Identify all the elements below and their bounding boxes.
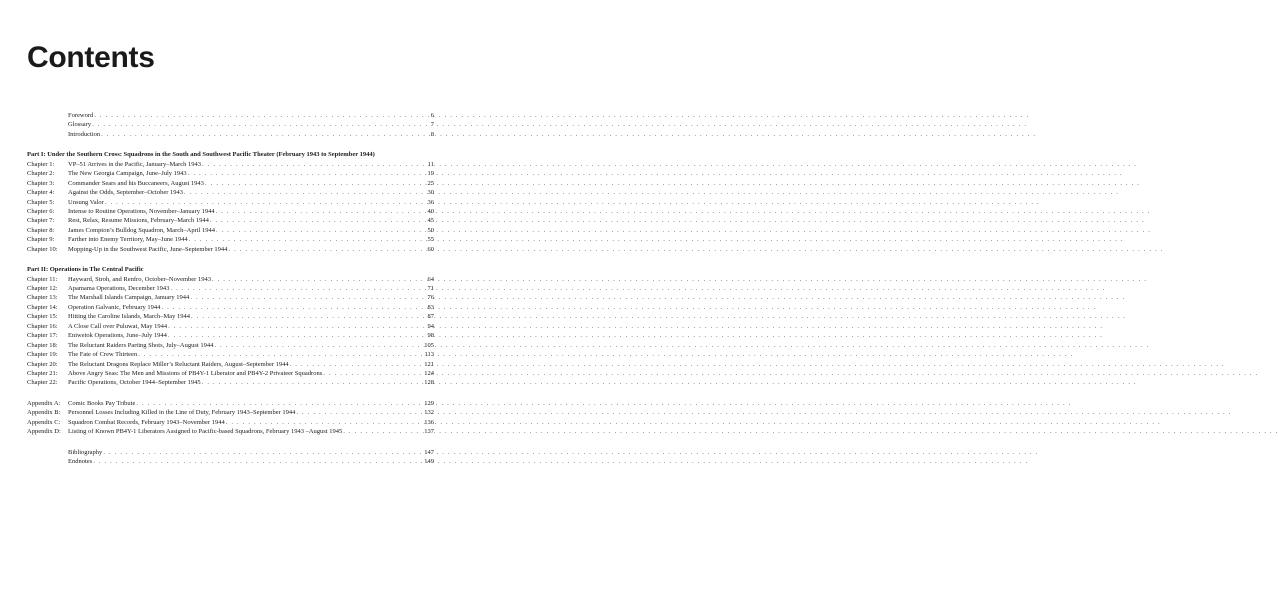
chapter-entry	[27, 179, 434, 188]
appendix-entry-title: Squadron Combat Records, February 1943–November 1944	[68, 418, 225, 426]
dot-leader	[202, 378, 424, 387]
appendix-entry-label: Appendix A:	[27, 399, 61, 407]
dot-leader	[168, 322, 426, 331]
dot-leader	[210, 216, 427, 225]
dot-leader	[103, 448, 423, 457]
chapter-entry-title: Against the Odds, September–October 1943	[68, 189, 183, 197]
front-matter-entry-title: Introduction	[68, 130, 101, 138]
page-title: Contents	[27, 41, 155, 74]
chapter-entry-label: Chapter 18:	[27, 341, 58, 349]
page-number: 8	[430, 130, 434, 138]
chapter-entry	[27, 207, 434, 216]
appendix-entry	[27, 427, 434, 436]
chapter-entry	[27, 245, 434, 254]
dot-leader	[228, 245, 426, 254]
chapter-entry-title: Apamama Operations, December 1943	[68, 285, 170, 292]
dot-leader	[226, 418, 424, 427]
page-number: 71	[427, 285, 434, 292]
back-matter-entry	[27, 448, 434, 457]
dot-leader	[214, 341, 423, 350]
dot-leader	[161, 303, 426, 312]
page-number: 19	[427, 170, 434, 178]
chapter-entry-title: James Compton’s Bulldog Squadron, March–April 1944	[68, 226, 215, 234]
chapter-entry-label: Chapter 17:	[27, 332, 58, 340]
page-number: 50	[427, 226, 434, 234]
dot-leader	[202, 160, 427, 169]
chapter-entry-title: Pacific Operations, October 1944–September 1945	[68, 379, 201, 387]
page-number: 64	[427, 275, 434, 283]
chapter-entry-label: Chapter 4:	[27, 189, 55, 197]
part1-chapter-list	[27, 160, 434, 254]
dot-leader	[170, 284, 426, 293]
chapter-entry	[27, 331, 434, 340]
chapter-entry	[27, 341, 434, 350]
dot-leader	[296, 408, 423, 417]
chapter-entry-label: Chapter 11:	[27, 275, 58, 283]
front-matter-entry-title: Glossary	[68, 121, 92, 129]
page-number: 83	[427, 303, 434, 311]
dot-leader	[92, 120, 430, 129]
page-number: 149	[424, 458, 434, 465]
chapter-entry	[27, 235, 434, 244]
chapter-entry	[27, 275, 434, 284]
chapter-entry	[27, 188, 434, 197]
chapter-entry-label: Chapter 10:	[27, 245, 58, 253]
chapter-entry	[27, 322, 434, 331]
part-heading: Part I: Under the Southern Cross: Squadrons in the South and Southwest Pacific Theater (February 1943 to September 1944)	[27, 151, 375, 159]
table-of-contents	[27, 111, 434, 466]
back-matter-entry-title: Endnotes	[68, 458, 93, 465]
chapter-entry-label: Chapter 16:	[27, 322, 58, 330]
dot-leader	[138, 350, 423, 359]
chapter-entry-title: The Reluctant Dragons Replace Miller’s Reluctant Raiders, August–September 1944	[68, 360, 289, 368]
chapter-entry	[27, 160, 434, 169]
chapter-entry-label: Chapter 3:	[27, 179, 55, 187]
chapter-entry	[27, 226, 434, 235]
appendix-entry	[27, 399, 434, 408]
chapter-entry-title: Unsung Valor	[68, 198, 104, 206]
dot-leader	[323, 369, 423, 378]
part-heading: Part II: Operations in The Central Pacific	[27, 266, 144, 274]
chapter-entry	[27, 198, 434, 207]
chapter-entry-title: Hitting the Caroline Islands, March–May 1944	[68, 313, 191, 321]
chapter-entry-title: The Fate of Crew Thirteen	[68, 351, 138, 359]
appendix-entry-title: Comic Books Pay Tribute	[68, 399, 136, 407]
dot-leader	[101, 130, 430, 139]
chapter-entry-title: Hayward, Stroh, and Renfro, October–November 1943	[68, 275, 211, 283]
chapter-entry	[27, 303, 434, 312]
chapter-entry-title: Eniwetok Operations, June–July 1944	[68, 332, 167, 340]
dot-leader	[168, 331, 427, 340]
chapter-entry-label: Chapter 6:	[27, 207, 55, 215]
chapter-entry	[27, 369, 434, 378]
chapter-entry	[27, 169, 434, 178]
dot-leader	[94, 111, 429, 120]
chapter-entry-label: Chapter 15:	[27, 313, 58, 321]
page-number: 87	[427, 313, 434, 321]
page-number: 94	[427, 322, 434, 330]
chapter-entry-label: Chapter 19:	[27, 351, 58, 359]
front-matter-entry	[27, 111, 434, 120]
dot-leader	[93, 457, 423, 466]
chapter-entry-title: The Reluctant Raiders Parting Shots, July–August 1944	[68, 341, 214, 349]
dot-leader	[136, 399, 423, 408]
page-number: 36	[427, 198, 434, 206]
chapter-entry-label: Chapter 7:	[27, 217, 55, 225]
page-number: 147	[424, 448, 434, 456]
appendix-list	[27, 399, 434, 437]
dot-leader	[343, 427, 423, 436]
appendix-entry	[27, 408, 434, 417]
dot-leader	[191, 312, 426, 321]
chapter-entry	[27, 293, 434, 302]
page-number: 55	[427, 236, 434, 244]
chapter-entry	[27, 378, 434, 387]
chapter-entry-label: Chapter 2:	[27, 170, 55, 178]
page-number: 113	[424, 351, 434, 359]
page-number: 129	[424, 399, 434, 407]
appendix-entry-label: Appendix C:	[27, 418, 61, 426]
chapter-entry	[27, 216, 434, 225]
page-number: 137	[424, 428, 434, 436]
chapter-entry	[27, 312, 434, 321]
page-number: 132	[424, 409, 434, 417]
chapter-entry-title: The New Georgia Campaign, June–July 1943	[68, 170, 187, 178]
page-number: 11	[427, 160, 434, 168]
dot-leader	[216, 226, 427, 235]
page-number: 7	[430, 121, 434, 129]
chapter-entry	[27, 360, 434, 369]
appendix-entry-label: Appendix B:	[27, 409, 61, 417]
chapter-entry-label: Chapter 8:	[27, 226, 55, 234]
page-number: 128	[424, 379, 434, 387]
dot-leader	[184, 188, 427, 197]
front-matter-entry	[27, 120, 434, 129]
page-number: 98	[427, 332, 434, 340]
chapter-entry-title: Farther into Enemy Territory, May–June 1944	[68, 236, 188, 244]
appendix-entry-title: Personnel Losses Including Killed in the Line of Duty, February 1943–September 1944	[68, 409, 296, 417]
part2-chapter-list	[27, 275, 434, 388]
page-number: 45	[427, 217, 434, 225]
page-number: 76	[427, 294, 434, 302]
page-number: 121	[424, 360, 434, 368]
contents-page	[0, 0, 463, 600]
chapter-entry	[27, 284, 434, 293]
appendix-entry-title: Listing of Known PB4Y-1 Liberators Assigned to Pacific-based Squadrons, February 1943 –August 1945	[68, 428, 343, 436]
page-number: 60	[427, 245, 434, 253]
page-number: 124	[424, 369, 434, 377]
back-matter-entry-title: Bibliography	[68, 448, 103, 456]
appendix-entry-label: Appendix D:	[27, 428, 61, 436]
chapter-entry-label: Chapter 22:	[27, 379, 58, 387]
page-number: 136	[424, 418, 434, 426]
chapter-entry-title: Above Angry Seas: The Men and Missions of PB4Y-1 Liberator and PB4Y-2 Privateer Squadrons	[68, 369, 323, 377]
back-matter-list	[27, 448, 434, 467]
chapter-entry-title: VP–51 Arrives in the Pacific, January–March 1943	[68, 160, 202, 168]
dot-leader	[205, 179, 427, 188]
dot-leader	[216, 207, 427, 216]
chapter-entry-label: Chapter 21:	[27, 369, 58, 377]
dot-leader	[188, 169, 427, 178]
chapter-entry-title: The Marshall Islands Campaign, January 1944	[68, 294, 190, 302]
chapter-entry-label: Chapter 13:	[27, 294, 58, 302]
dot-leader	[189, 235, 427, 244]
chapter-entry-title: Intense to Routine Operations, November–January 1944	[68, 207, 215, 215]
dot-leader	[105, 198, 427, 207]
dot-leader	[212, 275, 427, 284]
chapter-entry-title: Operation Galvanic, February 1944	[68, 303, 161, 311]
front-matter-entry	[27, 130, 434, 139]
chapter-entry-title: Rest, Relax, Resume Missions, February–March 1944	[68, 217, 209, 225]
dot-leader	[290, 360, 424, 369]
chapter-entry	[27, 350, 434, 359]
chapter-entry-label: Chapter 5:	[27, 198, 55, 206]
chapter-entry-label: Chapter 14:	[27, 303, 58, 311]
front-matter-list	[27, 111, 434, 139]
chapter-entry-label: Chapter 12:	[27, 285, 58, 292]
front-matter-entry-title: Foreword	[68, 112, 94, 119]
appendix-entry	[27, 418, 434, 427]
page-number: 40	[427, 207, 434, 215]
chapter-entry-label: Chapter 9:	[27, 236, 55, 244]
back-matter-entry	[27, 457, 434, 466]
chapter-entry-label: Chapter 20:	[27, 360, 58, 368]
chapter-entry-title: A Close Call over Puluwat, May 1944	[68, 322, 168, 330]
page-number: 30	[427, 189, 434, 197]
chapter-entry-title: Mopping-Up in the Southwest Pacific, June–September 1944	[68, 245, 228, 253]
page-number: 25	[427, 179, 434, 187]
chapter-entry-title: Commander Sears and his Buccaneers, August 1943	[68, 179, 204, 187]
chapter-entry-label: Chapter 1:	[27, 160, 55, 168]
page-number: 105	[424, 341, 434, 349]
dot-leader	[190, 293, 426, 302]
page-number: 6	[430, 112, 434, 119]
